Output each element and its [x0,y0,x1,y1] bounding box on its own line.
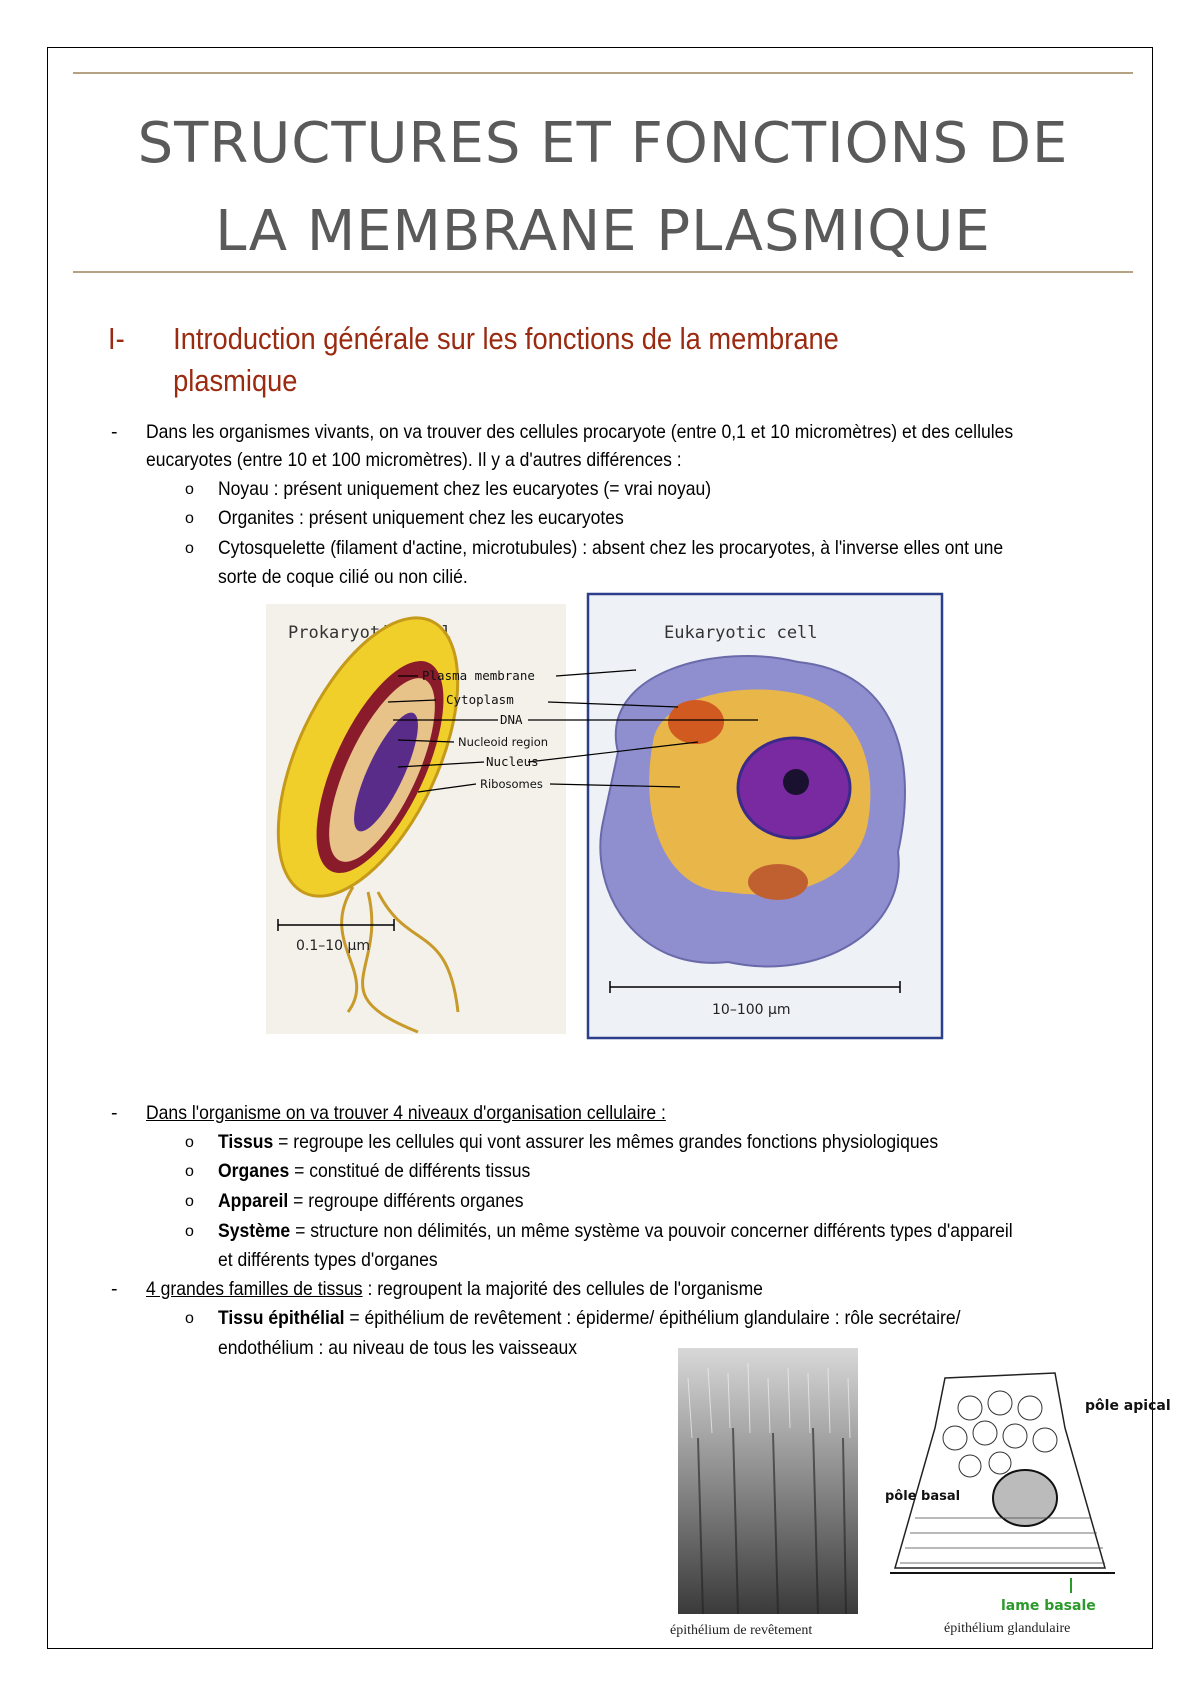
para2-item-2 [218,1157,530,1186]
bullet-marker: o [185,1310,194,1327]
section-number: I- [108,321,125,356]
para1-bullet-2: Organites : présent uniquement chez les eucaryotes [218,507,624,529]
label-pole-apical: pôle apical [1085,1398,1171,1414]
bullet-marker: o [185,1223,194,1240]
prokaryote-title: Prokaryotic cell [288,623,452,643]
item-text: = constitué de différents tissus [289,1160,531,1182]
label-plasma-membrane: Plasma membrane [422,668,535,683]
dash-marker: - [111,421,118,443]
para3-item-cont: endothélium : au niveau de tous les vaisseaux [218,1337,578,1359]
epithelium-micrograph [678,1348,858,1614]
para2-item-4 [218,1217,1013,1246]
para1-bullet-1: Noyau : présent uniquement chez les eucaryotes (= vrai noyau) [218,478,712,500]
label-lame-basale: lame basale [1001,1598,1096,1614]
caption-glandulaire: épithélium glandulaire [944,1621,1071,1636]
caption-revetement: épithélium de revêtement [670,1623,813,1638]
label-ribosomes: Ribosomes [480,777,543,791]
para2-item-1 [218,1128,938,1157]
item-term: Tissu épithélial [218,1307,345,1329]
label-cytoplasm: Cytoplasm [446,692,514,707]
bullet-marker: o [185,510,194,527]
bullet-marker: o [185,540,194,557]
para1-bullet-3-cont: sorte de coque cilié ou non cilié. [218,566,468,588]
item-term: Tissus [218,1131,274,1153]
para3-intro [146,1275,763,1304]
prokaryote-scale: 0.1–10 µm [296,938,371,954]
para3-intro-rest: : regroupent la majorité des cellules de l'organisme [362,1278,763,1300]
label-nucleus: Nucleus [486,754,539,769]
cell-comparison-figure [258,592,944,1040]
bullet-marker: o [185,1163,194,1180]
label-pole-basal: pôle basal [885,1489,961,1504]
para2-intro: Dans l'organisme on va trouver 4 niveaux d'organisation cellulaire : [146,1102,666,1124]
label-nucleoid-region: Nucleoid region [458,735,549,749]
glandular-epithelium-drawing [875,1368,1171,1618]
section-heading-line-2: plasmique [173,363,298,398]
item-text: = épithélium de revêtement : épiderme/ épithélium glandulaire : rôle secrétaire/ [344,1307,961,1329]
para1-bullet-3: Cytosquelette (filament d'actine, microtubules) : absent chez les procaryotes, à l'inverse elles ont une [218,537,1004,559]
bullet-marker: o [185,1134,194,1151]
bullet-marker: o [185,481,194,498]
dash-marker: - [111,1278,118,1300]
para1-line-2: eucaryotes (entre 10 et 100 micromètres). Il y a d'autres différences : [146,449,682,471]
item-term: Organes [218,1160,290,1182]
item-text: = regroupe les cellules qui vont assurer les mêmes grandes fonctions physiologiques [273,1131,939,1153]
title-top-rule [73,72,1133,74]
item-text: = structure non délimités, un même système va pouvoir concerner différents types d'appareil [290,1220,1013,1242]
title-bottom-rule [73,271,1133,273]
para2-item-3 [218,1187,524,1216]
para1-line-1: Dans les organismes vivants, on va trouver des cellules procaryote (entre 0,1 et 10 micromètres) et des cellules [146,421,1014,443]
item-term: Appareil [218,1190,289,1212]
item-term: Système [218,1220,291,1242]
label-dna: DNA [500,712,523,727]
page-title [73,100,1133,276]
dash-marker: - [111,1102,118,1124]
para3-item [218,1304,961,1333]
bullet-marker: o [185,1193,194,1210]
section-heading-line-1: Introduction générale sur les fonctions de la membrane [173,321,839,356]
eukaryote-title: Eukaryotic cell [664,623,818,643]
para2-item-4-cont: et différents types d'organes [218,1249,438,1271]
para3-intro-underlined: 4 grandes familles de tissus [146,1278,363,1300]
item-text: = regroupe différents organes [288,1190,524,1212]
title-line-1: STRUCTURES ET FONCTIONS DE [137,111,1069,176]
eukaryote-scale: 10–100 µm [712,1002,791,1018]
title-line-2: LA MEMBRANE PLASMIQUE [215,199,991,264]
eukaryote-cell [600,656,905,966]
